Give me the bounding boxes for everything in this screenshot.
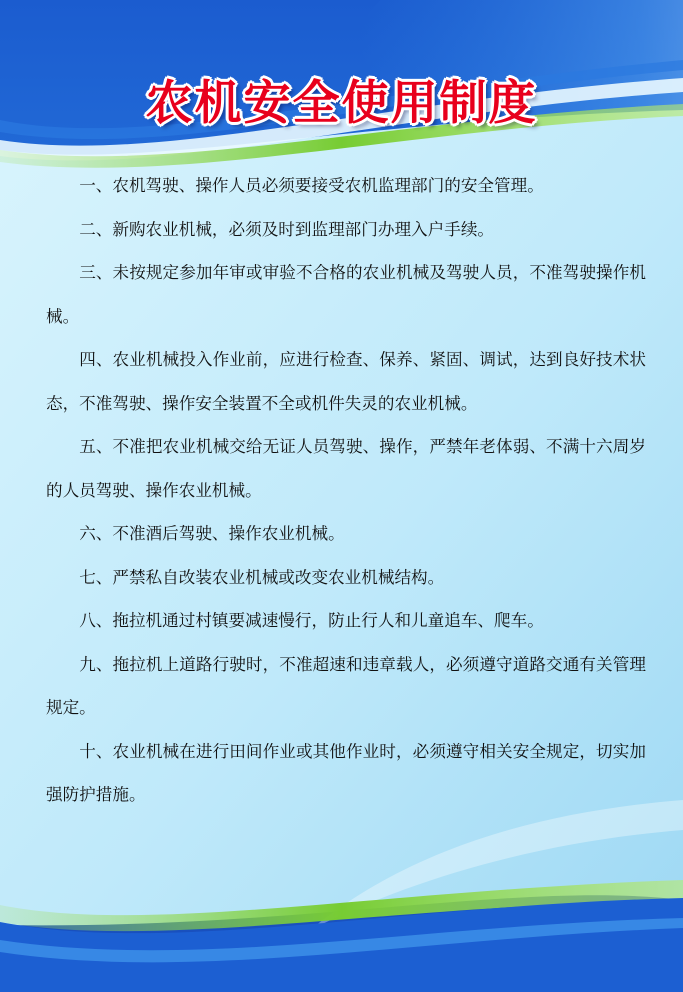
rule-item-10: 十、农业机械在进行田间作业或其他作业时，必须遵守相关安全规定，切实加强防护措施。 [46, 741, 646, 804]
rule-item-4: 四、农业机械投入作业前，应进行检查、保养、紧固、调试，达到良好技术状态，不准驾驶、操作安全装置不全或机件失灵的农业机械。 [46, 350, 646, 413]
rule-item-7: 七、严禁私自改装农业机械或改变农业机械结构。 [79, 567, 445, 587]
rule-item-3: 三、未按规定参加年审或审验不合格的农业机械及驾驶人员，不准驾驶操作机械。 [46, 263, 646, 326]
rule-item-8: 八、拖拉机通过村镇要减速慢行，防止行人和儿童追车、爬车。 [79, 611, 544, 630]
rule-item-6: 六、不准酒后驾驶、操作农业机械。 [79, 524, 345, 543]
rule-item-9: 九、拖拉机上道路行驶时，不准超速和违章载人，必须遵守道路交通有关管理规定。 [46, 654, 646, 717]
rule-item-2: 二、新购农业机械，必须及时到监理部门办理入户手续。 [79, 219, 495, 239]
rules-list [46, 164, 646, 817]
rule-item-5: 五、不准把农业机械交给无证人员驾驶、操作，严禁年老体弱、不满十六周岁的人员驾驶、操作农业机械。 [46, 437, 646, 500]
rule-item-1: 一、农机驾驶、操作人员必须要接受农机监理部门的安全管理。 [79, 176, 544, 195]
poster-title: 农机安全使用制度 [145, 76, 538, 131]
